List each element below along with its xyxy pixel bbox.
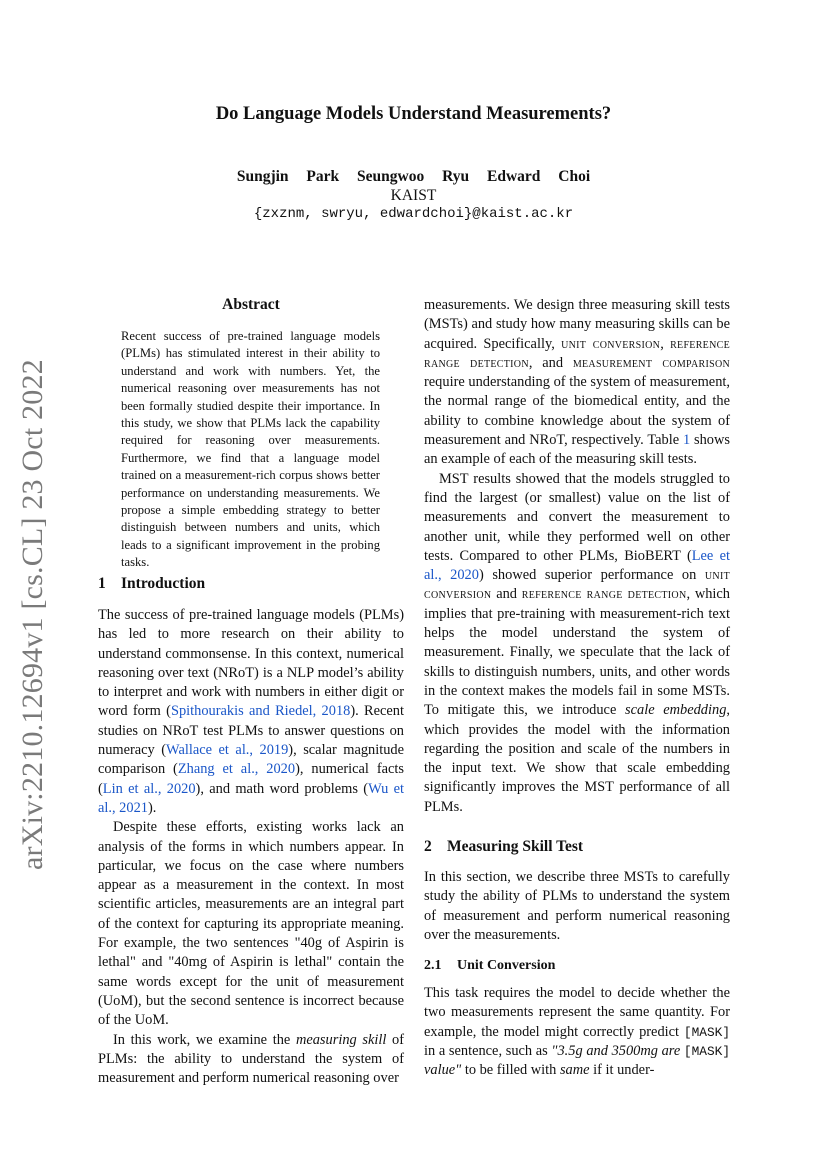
- unit-conversion-paragraph: This task requires the model to decide whether the two measurements represent the same quantity. For example, the model might correctly predict [MASK] in a sentence, such as "3.5g and 3500mg are [MASK] value" to be filled with same if it under-: [424, 985, 730, 1079]
- intro-paragraph-5: MST results showed that the models struggled to find the largest (or smallest) value on the list of measurements and convert the measurement to another unit, while they performed well on other tests. Compared to other PLMs, BioBERT (Lee et al., 2020) showed superior performance on unit conversion and reference range detection, which implies that pre-training with measurement-rich text helps the model understand the system of measurement. Finally, we speculate that the lack of skills to distinguish numbers, units, and other words in the context makes the models fail in some MSTs. To mitigate this, we introduce scale embedding, which provides the model with the information regarding the position and scale of the numbers in the input text. We show that scale embedding significantly improves the MST performance of all PLMs.: [424, 470, 731, 815]
- affiliation: KAIST: [390, 187, 437, 204]
- citation-link[interactable]: Wu et al., 2021: [98, 780, 404, 816]
- table-reference-link[interactable]: 1: [682, 432, 691, 449]
- mask-token: [MASK]: [683, 1024, 730, 1040]
- citation-link[interactable]: Lee et al., 2020: [424, 547, 730, 584]
- subsection-heading-unit-conversion: [424, 958, 555, 974]
- arxiv-identifier: arXiv:2210.12694v1 [cs.CL] 23 Oct 2022: [16, 359, 49, 870]
- intro-paragraph-4: measurements. We design three measuring skill tests (MSTs) and study how many measuring skills can be acquired. Specifically, unit conversion, reference range detection, and measurement comparison require understanding of the system of measurement, the normal range of the biomedical entity, and the ability to combine knowledge about the system of measurement and NRoT, respectively. Table 1 shows an example of each of the measuring skill tests.: [424, 297, 730, 468]
- section-title: Introduction: [121, 575, 206, 592]
- abstract-paragraph: Recent success of pre-trained language models (PLMs) has stimulated interest in their ability to understand and work with numbers. Yet, the numerical reasoning over measurements has not been formally studied despite their importance. In this study, we show that PLMs lack the capability required for reasoning over measurements. Furthermore, we find that a language model trained on a measurement-rich corpus shows better performance on understanding measurements. We propose a simple embedding strategy to better distinguish between numbers and units, which leads to a significant improvement in the probing tasks.: [121, 329, 380, 570]
- section-number: 1: [98, 575, 106, 592]
- abstract-heading: Abstract: [222, 296, 280, 313]
- section-2-paragraph: In this section, we describe three MSTs to carefully study the ability of PLMs to understand the system of measurement and perform numerical reasoning over the measurements.: [424, 869, 730, 943]
- section-heading-introduction: [98, 575, 205, 593]
- intro-paragraph-2: Despite these efforts, existing works lack an analysis of the forms in which numbers appear. In particular, we focus on the case where numbers appear as a measurement in the context. In most scientific articles, measurements are an integral part of the context for capturing its appropriate meaning. For example, the two sentences "40g of Aspirin is lethal" and "40mg of Aspirin is lethal" contain the same words except for the unit of measurement (UoM), but the second sentence is incorrect because of the UoM.: [98, 819, 404, 1029]
- author-name: Seungwoo Ryu: [357, 168, 470, 185]
- abstract-text: [121, 328, 380, 572]
- paper-title: Do Language Models Understand Measurements?: [215, 104, 612, 124]
- section-heading-measuring-skill-test: [424, 838, 583, 856]
- citation-link[interactable]: Spithourakis and Riedel, 2018: [170, 703, 351, 720]
- subsection-title: Unit Conversion: [457, 958, 556, 973]
- subsection-number: 2.1: [424, 958, 442, 973]
- mask-token: [MASK]: [683, 1043, 730, 1059]
- unit-conversion-body: [424, 984, 730, 1080]
- section-title: Measuring Skill Test: [447, 838, 584, 855]
- introduction-body-continued: [424, 296, 730, 817]
- intro-paragraph-3: In this work, we examine the measuring skill of PLMs: the ability to understand the system of measurement and perform numerical reasoning over: [98, 1031, 404, 1087]
- section-number: 2: [424, 838, 432, 855]
- author-name: Edward Choi: [486, 168, 591, 185]
- author-emails: {zxznm, swryu, edwardchoi}@kaist.ac.kr: [253, 206, 574, 222]
- citation-link[interactable]: Wallace et al., 2019: [166, 742, 289, 759]
- citation-link[interactable]: Lin et al., 2020: [102, 780, 196, 797]
- author-name: Sungjin Park: [236, 168, 340, 185]
- section-2-intro: [424, 868, 730, 945]
- author-list: [0, 168, 827, 186]
- citation-link[interactable]: Zhang et al., 2020: [177, 761, 296, 778]
- introduction-body: [98, 606, 404, 1088]
- intro-paragraph-1: The success of pre-trained language models (PLMs) has led to more research on their ability to understand commonsense. In this context, numerical reasoning over text (NRoT) is a NLP model’s ability to interpret and work with numbers in either digit or word form (Spithourakis and Riedel, 2018). Recent studies on NRoT test PLMs to answer questions on numeracy (Wallace et al., 2019), scalar magnitude comparison (Zhang et al., 2020), numerical facts (Lin et al., 2020), and math word problems (Wu et al., 2021).: [98, 607, 405, 816]
